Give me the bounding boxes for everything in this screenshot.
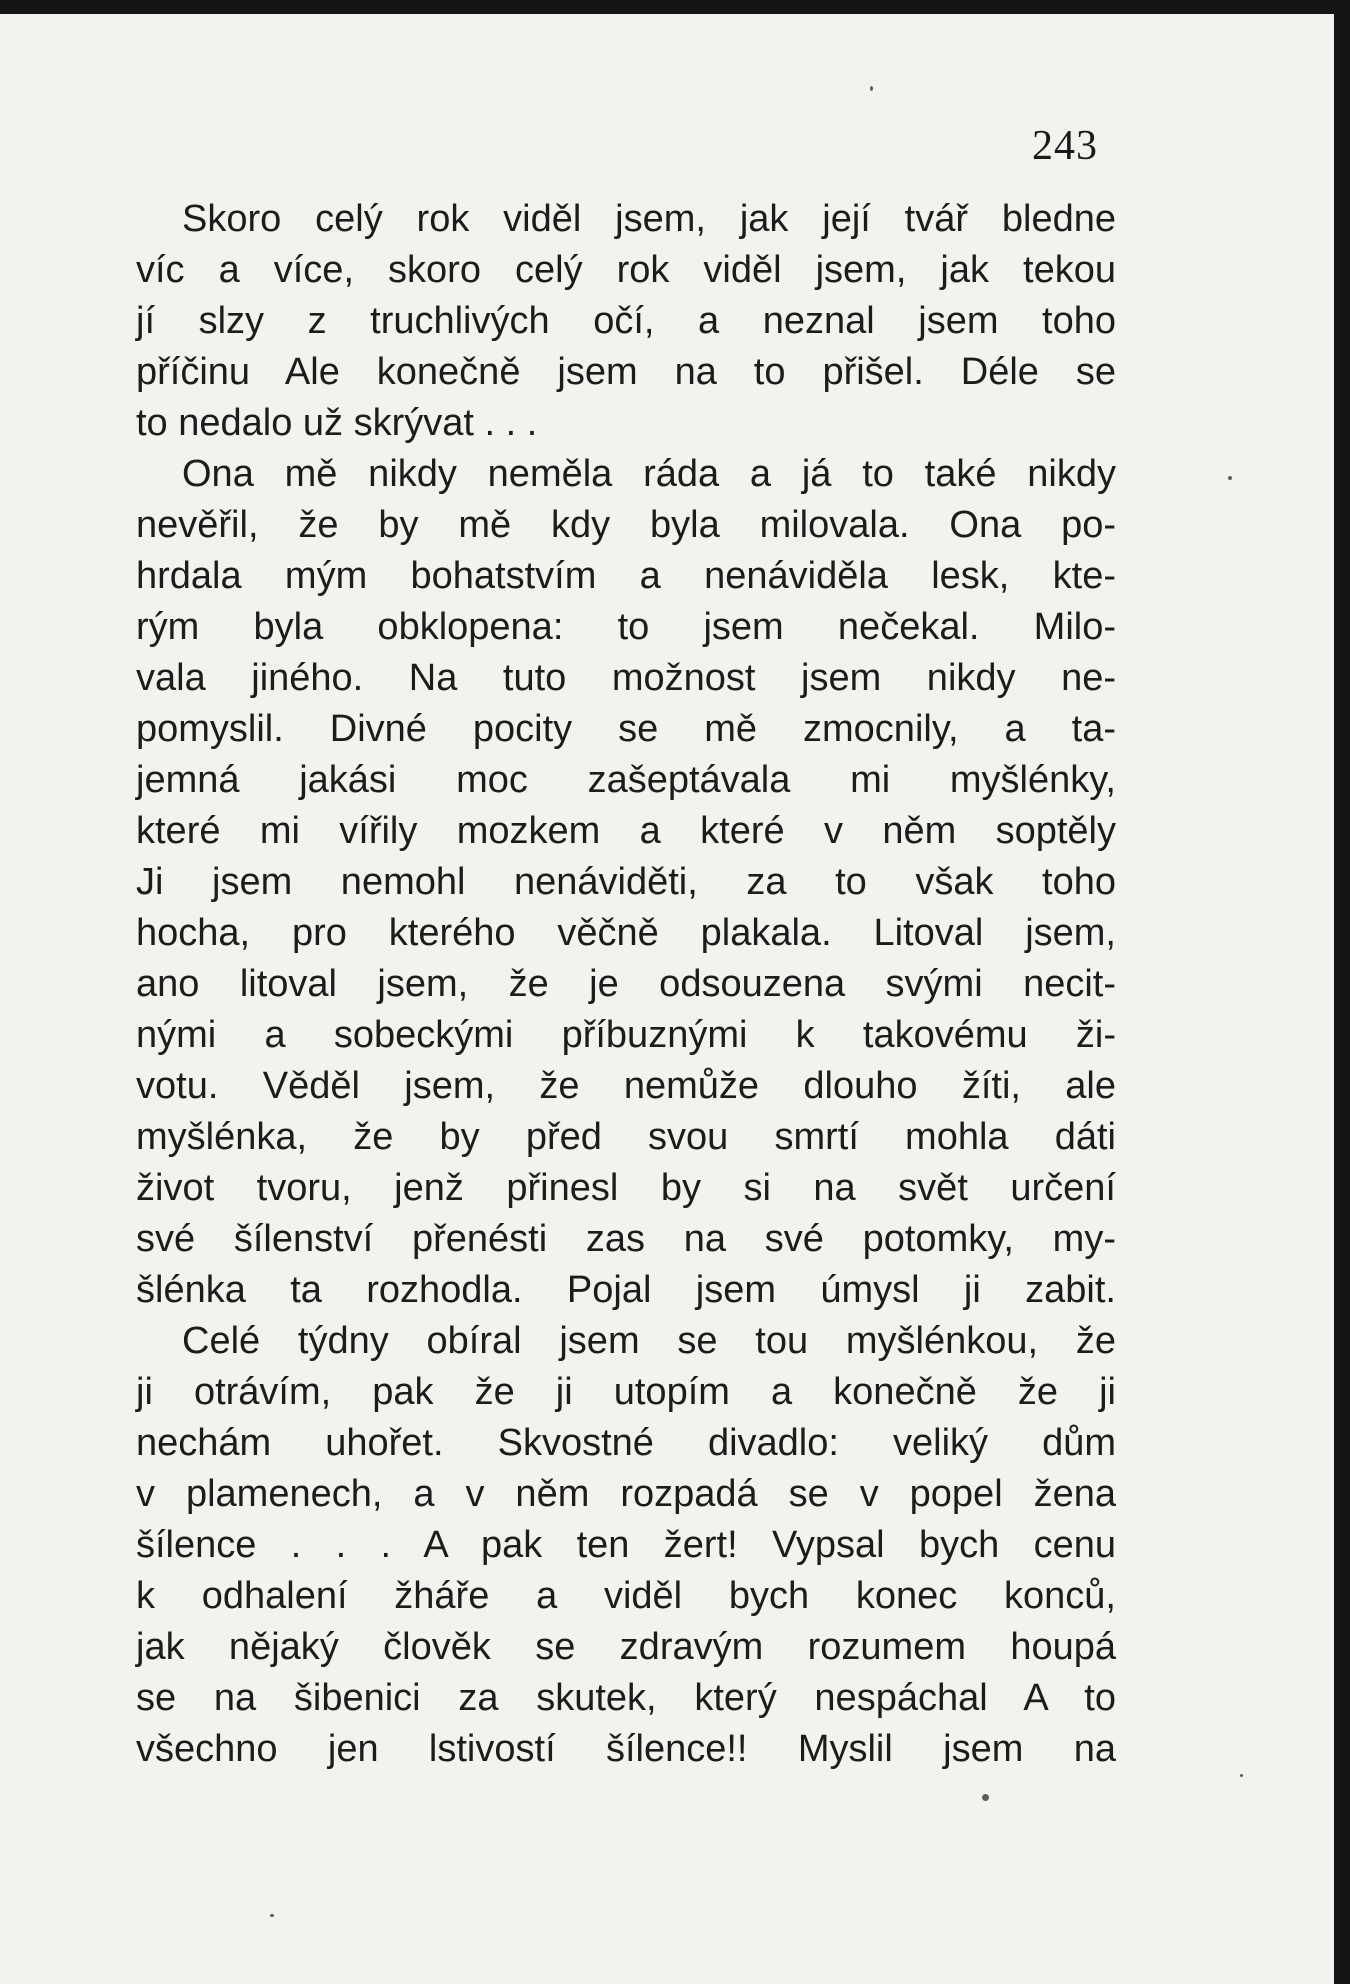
text-line: vala jiného. Na tuto možnost jsem nikdy ne- (136, 657, 1116, 699)
text-line: nými a sobeckými příbuznými k takovému ži- (136, 1014, 1116, 1056)
text-line: šílence . . . A pak ten žert! Vypsal bych cenu (136, 1524, 1116, 1566)
text-line: nevěřil, že by mě kdy byla milovala. Ona po- (136, 504, 1116, 546)
text-line: v plamenech, a v něm rozpadá se v popel žena (136, 1473, 1116, 1515)
text-line: víc a více, skoro celý rok viděl jsem, jak tekou (136, 249, 1116, 291)
scan-speck (1240, 1774, 1243, 1777)
text-line: nechám uhořet. Skvostné divadlo: veliký dům (136, 1422, 1116, 1464)
text-line: hocha, pro kterého věčně plakala. Litoval jsem, (136, 912, 1116, 954)
text-line: Celé týdny obíral jsem se tou myšlénkou, že (182, 1320, 1116, 1362)
text-line: ji otrávím, pak že ji utopím a konečně že ji (136, 1371, 1116, 1413)
text-line: své šílenství přenésti zas na své potomky, my- (136, 1218, 1116, 1260)
body-text (136, 194, 1116, 1775)
page-number: 243 (1032, 123, 1098, 169)
text-line: všechno jen lstivostí šílence!! Myslil jsem na (136, 1728, 1116, 1770)
text-line: myšlénka, že by před svou smrtí mohla dáti (136, 1116, 1116, 1158)
scan-speck (870, 86, 873, 91)
text-line: pomyslil. Divné pocity se mě zmocnily, a ta- (136, 708, 1116, 750)
text-line: život tvoru, jenž přinesl by si na svět určení (136, 1167, 1116, 1209)
text-line: Ji jsem nemohl nenáviděti, za to však toho (136, 861, 1116, 903)
text-line: Skoro celý rok viděl jsem, jak její tvář bledne (182, 198, 1116, 240)
scan-speck (1228, 476, 1232, 480)
text-line: jí slzy z truchlivých očí, a neznal jsem toho (136, 300, 1116, 342)
text-line: šlénka ta rozhodla. Pojal jsem úmysl ji zabit. (136, 1269, 1116, 1311)
text-line: jemná jakási moc zašeptávala mi myšlénky, (136, 759, 1116, 801)
text-line: příčinu Ale konečně jsem na to přišel. Déle se (136, 351, 1116, 393)
text-line: to nedalo už skrývat . . . (136, 402, 538, 444)
text-line: rým byla obklopena: to jsem nečekal. Milo- (136, 606, 1116, 648)
scan-speck (270, 1914, 274, 1917)
text-line: ano litoval jsem, že je odsouzena svými necit- (136, 963, 1116, 1005)
text-line: jak nějaký člověk se zdravým rozumem houpá (136, 1626, 1116, 1668)
scan-speck (982, 1794, 989, 1801)
text-line: se na šibenici za skutek, který nespáchal A to (136, 1677, 1116, 1719)
text-line: Ona mě nikdy neměla ráda a já to také nikdy (182, 453, 1116, 495)
text-line: hrdala mým bohatstvím a nenáviděla lesk, kte- (136, 555, 1116, 597)
text-line: které mi vířily mozkem a které v něm soptěly (136, 810, 1116, 852)
text-line: k odhalení žháře a viděl bych konec konců, (136, 1575, 1116, 1617)
text-line: votu. Věděl jsem, že nemůže dlouho žíti, ale (136, 1065, 1116, 1107)
page-edge (1334, 0, 1350, 1984)
